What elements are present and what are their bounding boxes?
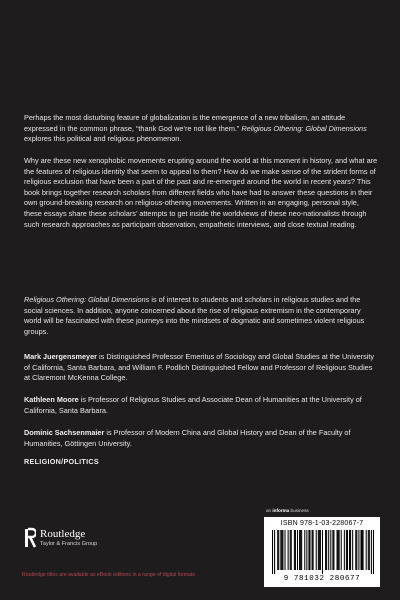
barcode-bar [294, 530, 295, 570]
intro-text-1: Perhaps the most disturbing feature of globalization is the emergence of a new tribalism, an attitude expressed in the common phrase, “thank God we’re not like them.” [24, 113, 346, 133]
interest-text: is of interest to students and scholars in religious studies and the social sciences. In addition, anyone concerned about the rise of religious extremism in the contemporary world will be fascinated with these journeys into the mindsets of dogmatic and sometimes violent religious groups. [24, 295, 365, 336]
barcode-bar [346, 530, 347, 570]
publisher-name: Routledge [40, 528, 86, 540]
barcode-bar [337, 530, 338, 570]
barcode-bar [291, 530, 292, 570]
barcode-bar [290, 530, 291, 570]
publisher-group: Taylor & Francis Group [40, 541, 98, 547]
author-name: Kathleen Moore [24, 395, 79, 404]
barcode-bar [281, 530, 282, 570]
barcode-bar [320, 530, 321, 570]
barcode-bar [349, 530, 350, 570]
barcode-digits: 9 781032 280677 [283, 575, 361, 583]
barcode-bar [318, 530, 319, 570]
why-paragraph: Why are these new xenophobic movements erupting around the world at this moment in history, and what are the features of religious identity that seem to appeal to them? How do we make sense of the strident forms of religious exclusion that have been a part of the past and re-emerged around the world in recent years? This book brings together research scholars from different fields who have had to answer these questions in their own ground-breaking research on religious-othering movements. Written in an engaging, personal style, these essays share these scholars’ attempts to get inside the worldviews of these neo-nationalists through such research approaches as participant observation, empathetic interviews, and close textual reading. [24, 156, 378, 229]
author-bio [24, 352, 378, 384]
author-bio-text: is Professor of Religious Studies and Associate Dean of Humanities at the University of California, Santa Barbara. [24, 395, 362, 415]
barcode-bar [344, 530, 345, 570]
informa-business-label: an informa business [266, 508, 309, 513]
intro-paragraph [24, 113, 378, 145]
author-bio [24, 395, 378, 416]
barcode-bar [274, 530, 275, 574]
barcode-bar [301, 530, 302, 570]
author-bio-text: is Professor of Modern China and Global History and Dean of the Faculty of Humanities, Göttingen University. [24, 428, 351, 448]
intro-text-2: explores this political and religious phenomenon. [24, 134, 182, 144]
barcode-bar [356, 530, 357, 570]
barcode-bar [363, 530, 364, 570]
barcode-bar [272, 530, 273, 574]
barcode-bar [325, 530, 326, 570]
barcode-bar [278, 530, 279, 570]
barcode-bar [371, 530, 372, 574]
barcode-bar [338, 530, 339, 570]
barcode-bar [330, 530, 331, 570]
interest-book-title: Religious Othering: Global Dimensions [24, 295, 150, 304]
interest-paragraph [24, 295, 378, 337]
barcode [264, 517, 380, 587]
barcode-bar [369, 530, 370, 570]
barcode-bar [352, 530, 353, 570]
publisher-logo [22, 527, 132, 557]
barcode-bar [368, 530, 369, 570]
author-bio-text: is Distinguished Professor Emeritus of Sociology and Global Studies at the University of California, Santa Barbara, and William F. Podlich Distinguished Fellow and Professor of Religious Studies at Claremont McKenna College. [24, 352, 375, 383]
author-name: Mark Juergensmeyer [24, 352, 98, 361]
barcode-bar [277, 530, 278, 570]
barcode-bar [322, 530, 323, 574]
barcode-bar [362, 530, 363, 570]
barcode-bar [297, 530, 298, 570]
barcode-bar [288, 530, 289, 570]
barcode-bar [319, 530, 320, 570]
barcode-bar [332, 530, 333, 570]
barcode-bar [360, 530, 361, 570]
isbn-number: ISBN 978-1-03-228067-7 [280, 520, 364, 527]
barcode-bars [272, 530, 374, 574]
barcode-bar [355, 530, 356, 570]
ebook-note: Routledge titles are available as eBook editions in a range of digital formats [22, 572, 196, 578]
barcode-bar [350, 530, 351, 570]
barcode-bar [328, 530, 329, 570]
barcode-bar [326, 530, 327, 570]
barcode-bar [312, 530, 313, 570]
barcode-bar [358, 530, 359, 570]
barcode-bar [282, 530, 283, 570]
author-bio [24, 428, 378, 449]
author-name: Dominic Sachsenmaier [24, 428, 105, 437]
subject-category: RELIGION/POLITICS [24, 457, 99, 466]
barcode-bar [347, 530, 348, 570]
barcode-bar [280, 530, 281, 570]
barcode-bar [373, 530, 374, 574]
barcode-bar [300, 530, 301, 570]
barcode-bar [306, 530, 307, 570]
barcode-bar [308, 530, 309, 570]
barcode-bar [309, 530, 310, 570]
barcode-bar [313, 530, 314, 570]
barcode-bar [333, 530, 334, 570]
routledge-mark-icon [22, 527, 36, 549]
barcode-bar [304, 530, 305, 570]
barcode-bar [341, 530, 342, 570]
barcode-bar [284, 530, 285, 570]
barcode-bar [316, 530, 317, 570]
barcode-bar [366, 530, 367, 570]
barcode-bar [295, 530, 296, 570]
intro-book-title: Religious Othering: Global Dimensions [241, 123, 367, 133]
barcode-bar [299, 530, 300, 570]
barcode-bar [339, 530, 340, 570]
